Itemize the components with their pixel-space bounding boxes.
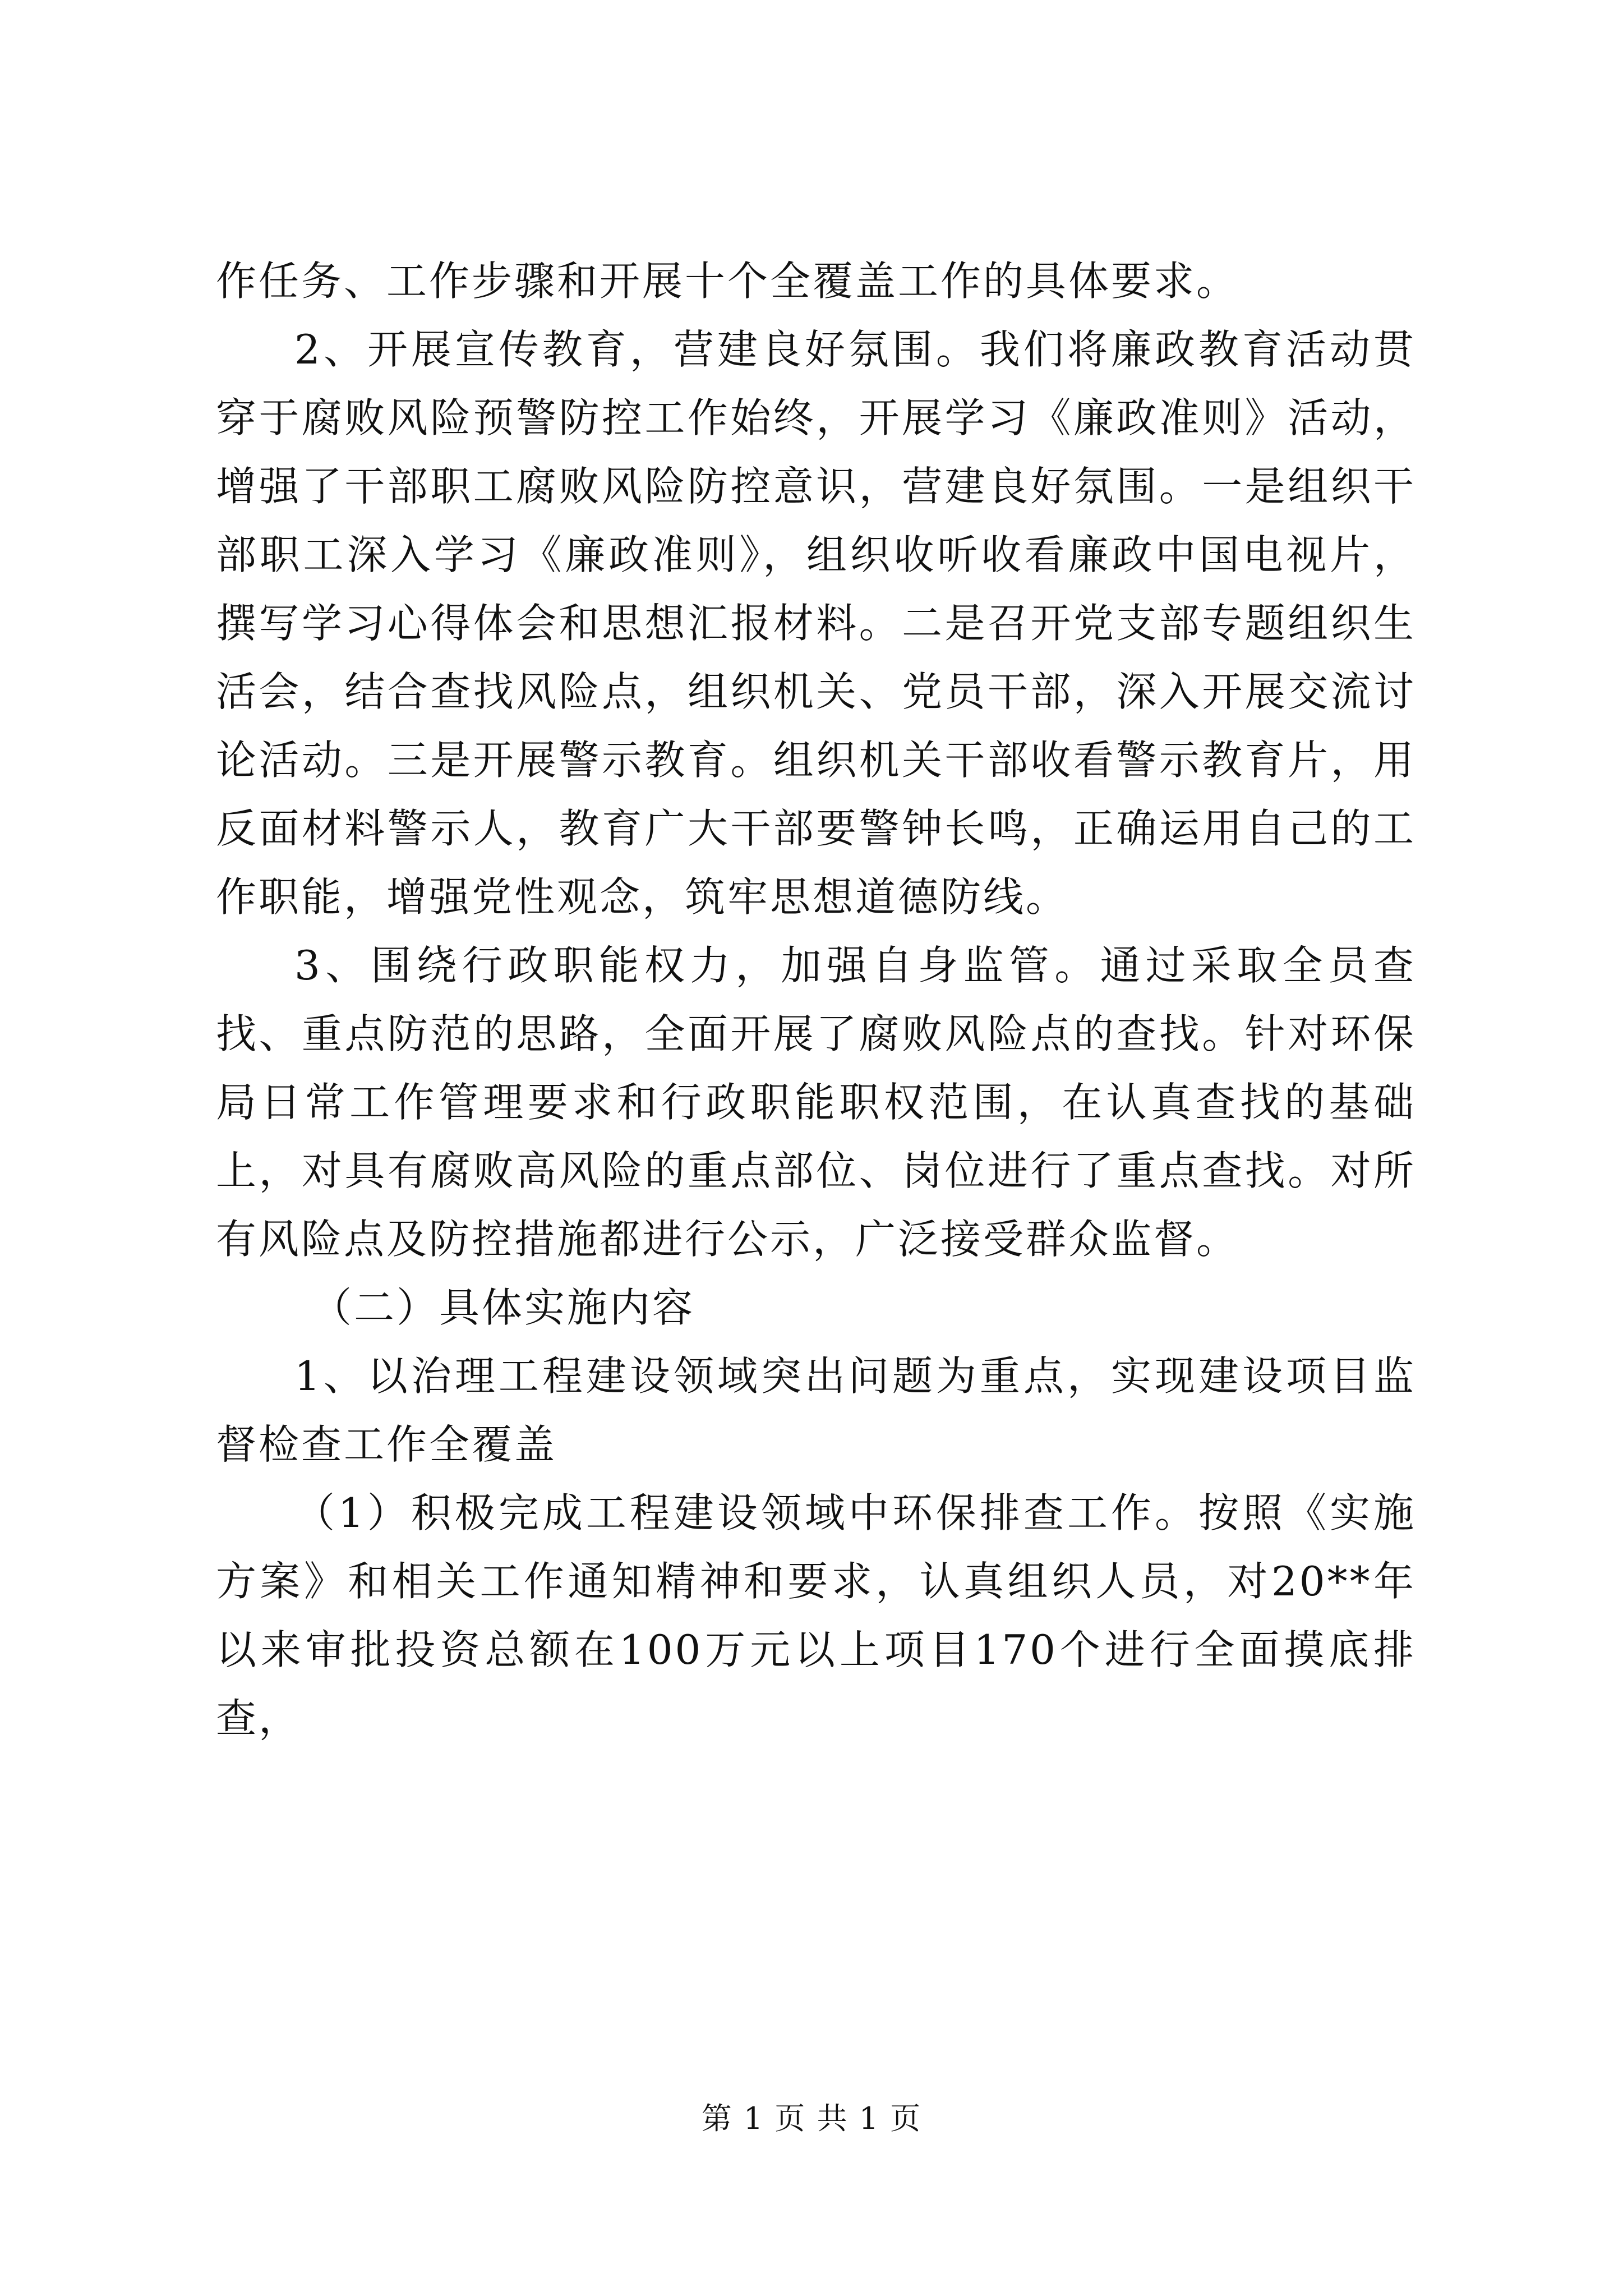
section-heading-implementation: （二）具体实施内容 xyxy=(311,1284,695,1331)
paragraph-publicity-education: 2、开展宣传教育，营建良好氛围。我们将廉政教育活动贯穿于腐败风险预警防控工作始终，开展学习《廉政准则》活动，增强了干部职工腐败风险防控意识，营建良好氛围。一是组织干部职工深入学习《廉政准则》，组织收听收看廉政中国电视片，撰写学习心得体会和思想汇报材料。二是召开党支部专题组织生活会，结合查找风险点，组织机关、党员干部，深入开展交流讨论活动。三是开展警示教育。组织机关干部收看警示教育片，用反面材料警示人，教育广大干部要警钟长鸣，正确运用自己的工作职能，增强党性观念，筑牢思想道德防线。 xyxy=(216,326,1416,921)
page-footer: 第 1 页 共 1 页 xyxy=(701,2101,922,2136)
paragraph-engineering-focus: 1、以治理工程建设领域突出问题为重点，实现建设项目监督检查工作全覆盖 xyxy=(216,1352,1416,1468)
document-body xyxy=(216,247,1416,1752)
paragraph-environmental-inspection: （1）积极完成工程建设领域中环保排查工作。按照《实施方案》和相关工作通知精神和要求，认真组织人员，对20**年以来审批投资总额在100万元以上项目170个进行全面摸底排查， xyxy=(216,1489,1416,1742)
paragraph-continuation: 作任务、工作步骤和开展十个全覆盖工作的具体要求。 xyxy=(216,257,1239,305)
paragraph-supervision: 3、围绕行政职能权力，加强自身监管。通过采取全员查找、重点防范的思路，全面开展了腐败风险点的查找。针对环保局日常工作管理要求和行政职能职权范围，在认真查找的基础上，对具有腐败高风险的重点部位、岗位进行了重点查找。对所有风险点及防控措施都进行公示，广泛接受群众监督。 xyxy=(216,942,1416,1263)
